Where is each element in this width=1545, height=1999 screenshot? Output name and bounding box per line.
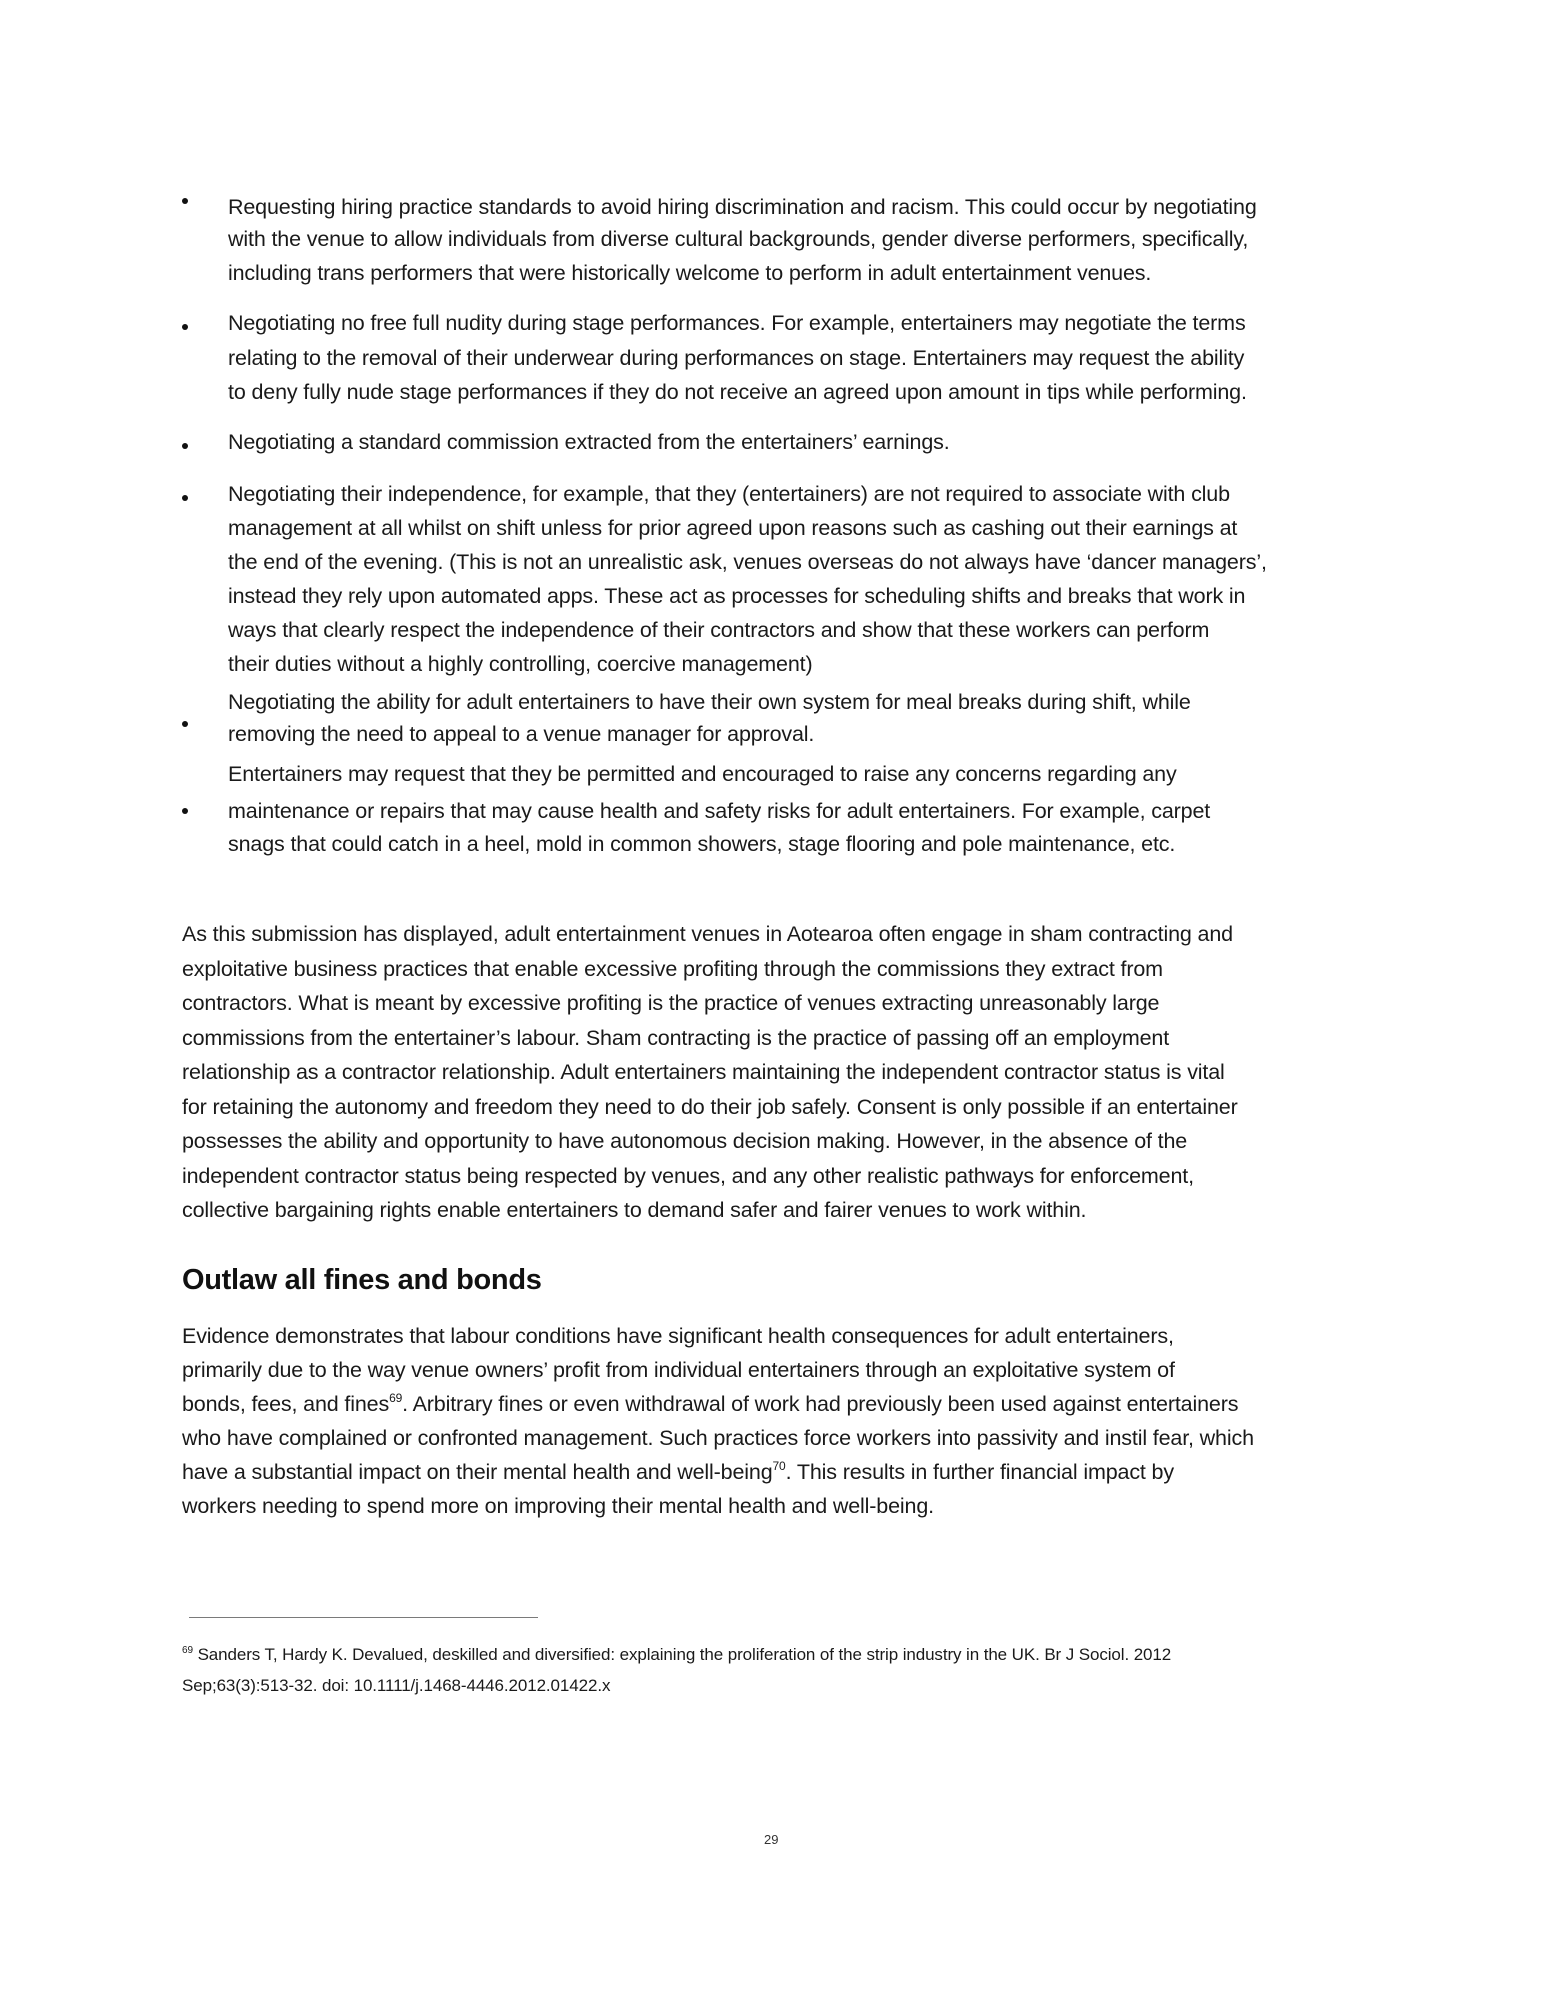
paragraph-line: who have complained or confronted management. Such practices force workers into passivity and instil fear, which — [182, 1426, 1254, 1450]
bullet-icon — [182, 443, 192, 453]
list-item-text: management at all whilst on shift unless for prior agreed upon reasons such as cashing out their earnings at — [228, 516, 1238, 540]
paragraph-line: independent contractor status being respected by venues, and any other realistic pathways for enforcement, — [182, 1164, 1194, 1188]
paragraph-line: for retaining the autonomy and freedom they need to do their job safely. Consent is only possible if an entertainer — [182, 1095, 1238, 1119]
paragraph-line — [182, 1459, 1174, 1484]
bullet-icon — [182, 721, 192, 731]
paragraph-text: bonds, fees, and fines — [182, 1392, 390, 1416]
list-item-text: removing the need to appeal to a venue manager for approval. — [228, 722, 815, 746]
list-item-text: Negotiating the ability for adult entertainers to have their own system for meal breaks during shift, while — [228, 690, 1191, 714]
list-item-text: maintenance or repairs that may cause health and safety risks for adult entertainers. For example, carpet — [228, 799, 1211, 823]
bullet-icon — [182, 808, 192, 818]
list-item-text: the end of the evening. (This is not an unrealistic ask, venues overseas do not always have ‘dancer managers’, — [228, 550, 1267, 574]
paragraph-line: contractors. What is meant by excessive profiting is the practice of venues extracting unreasonably large — [182, 991, 1160, 1015]
paragraph-line: commissions from the entertainer’s labour. Sham contracting is the practice of passing off an employment — [182, 1026, 1170, 1050]
section-heading: Outlaw all fines and bonds — [182, 1264, 542, 1296]
footnote-line — [182, 1646, 1171, 1663]
footnote-reference-70[interactable]: 70 — [772, 1459, 786, 1473]
paragraph-line: exploitative business practices that enable excessive profiting through the commissions they extract from — [182, 957, 1163, 981]
paragraph-line: relationship as a contractor relationship. Adult entertainers maintaining the independent contractor status is vital — [182, 1060, 1225, 1084]
list-item-text: their duties without a highly controlling, coercive management) — [228, 652, 813, 676]
list-item-text: Negotiating their independence, for example, that they (entertainers) are not required to associate with club — [228, 482, 1230, 506]
list-item-text: instead they rely upon automated apps. These act as processes for scheduling shifts and breaks that work in — [228, 584, 1246, 608]
list-item-text: Requesting hiring practice standards to avoid hiring discrimination and racism. This could occur by negotiating — [228, 195, 1257, 219]
list-item-text: relating to the removal of their underwear during performances on stage. Entertainers may request the ability — [228, 346, 1245, 370]
paragraph-text: have a substantial impact on their mental health and well-being — [182, 1460, 773, 1484]
footnote-separator — [189, 1617, 538, 1618]
list-item-text: to deny fully nude stage performances if they do not receive an agreed upon amount in tips while performing. — [228, 380, 1247, 404]
paragraph-line: workers needing to spend more on improving their mental health and well-being. — [182, 1494, 934, 1518]
paragraph-line — [182, 1391, 1239, 1416]
list-item-text: Negotiating no free full nudity during stage performances. For example, entertainers may negotiate the terms — [228, 311, 1246, 335]
list-item-text: including trans performers that were historically welcome to perform in adult entertainment venues. — [228, 261, 1152, 285]
paragraph-line: collective bargaining rights enable entertainers to demand safer and fairer venues to work within. — [182, 1198, 1087, 1222]
paragraph-line: As this submission has displayed, adult entertainment venues in Aotearoa often engage in sham contracting and — [182, 922, 1233, 946]
list-item-text: Negotiating a standard commission extracted from the entertainers’ earnings. — [228, 430, 950, 454]
list-item-text: ways that clearly respect the independence of their contractors and show that these workers can perform — [228, 618, 1210, 642]
footnote-text: Sanders T, Hardy K. Devalued, deskilled and diversified: explaining the proliferation of the strip industry in the UK. Br J Sociol. 2012 — [197, 1645, 1172, 1664]
footnote-number: 69 — [182, 1645, 193, 1656]
list-item-text: with the venue to allow individuals from diverse cultural backgrounds, gender diverse performers, specifically, — [228, 227, 1249, 251]
paragraph-text: . This results in further financial impact by — [785, 1460, 1174, 1484]
page-number: 29 — [764, 1832, 779, 1847]
bullet-icon — [182, 198, 192, 208]
list-item-text: Entertainers may request that they be permitted and encouraged to raise any concerns regarding any — [228, 762, 1177, 786]
list-item-text: snags that could catch in a heel, mold in common showers, stage flooring and pole maintenance, etc. — [228, 832, 1176, 856]
bullet-icon — [182, 495, 192, 505]
footnote-reference-69[interactable]: 69 — [389, 1391, 403, 1405]
paragraph-text: . Arbitrary fines or even withdrawal of work had previously been used against entertainers — [402, 1392, 1239, 1416]
paragraph-line: Evidence demonstrates that labour conditions have significant health consequences for adult entertainers, — [182, 1324, 1174, 1348]
footnote-line: Sep;63(3):513-32. doi: 10.1111/j.1468-4446.2012.01422.x — [182, 1676, 611, 1695]
paragraph-line: possesses the ability and opportunity to have autonomous decision making. However, in the absence of the — [182, 1129, 1188, 1153]
bullet-icon — [182, 324, 192, 334]
paragraph-line: primarily due to the way venue owners’ profit from individual entertainers through an exploitative system of — [182, 1358, 1175, 1382]
